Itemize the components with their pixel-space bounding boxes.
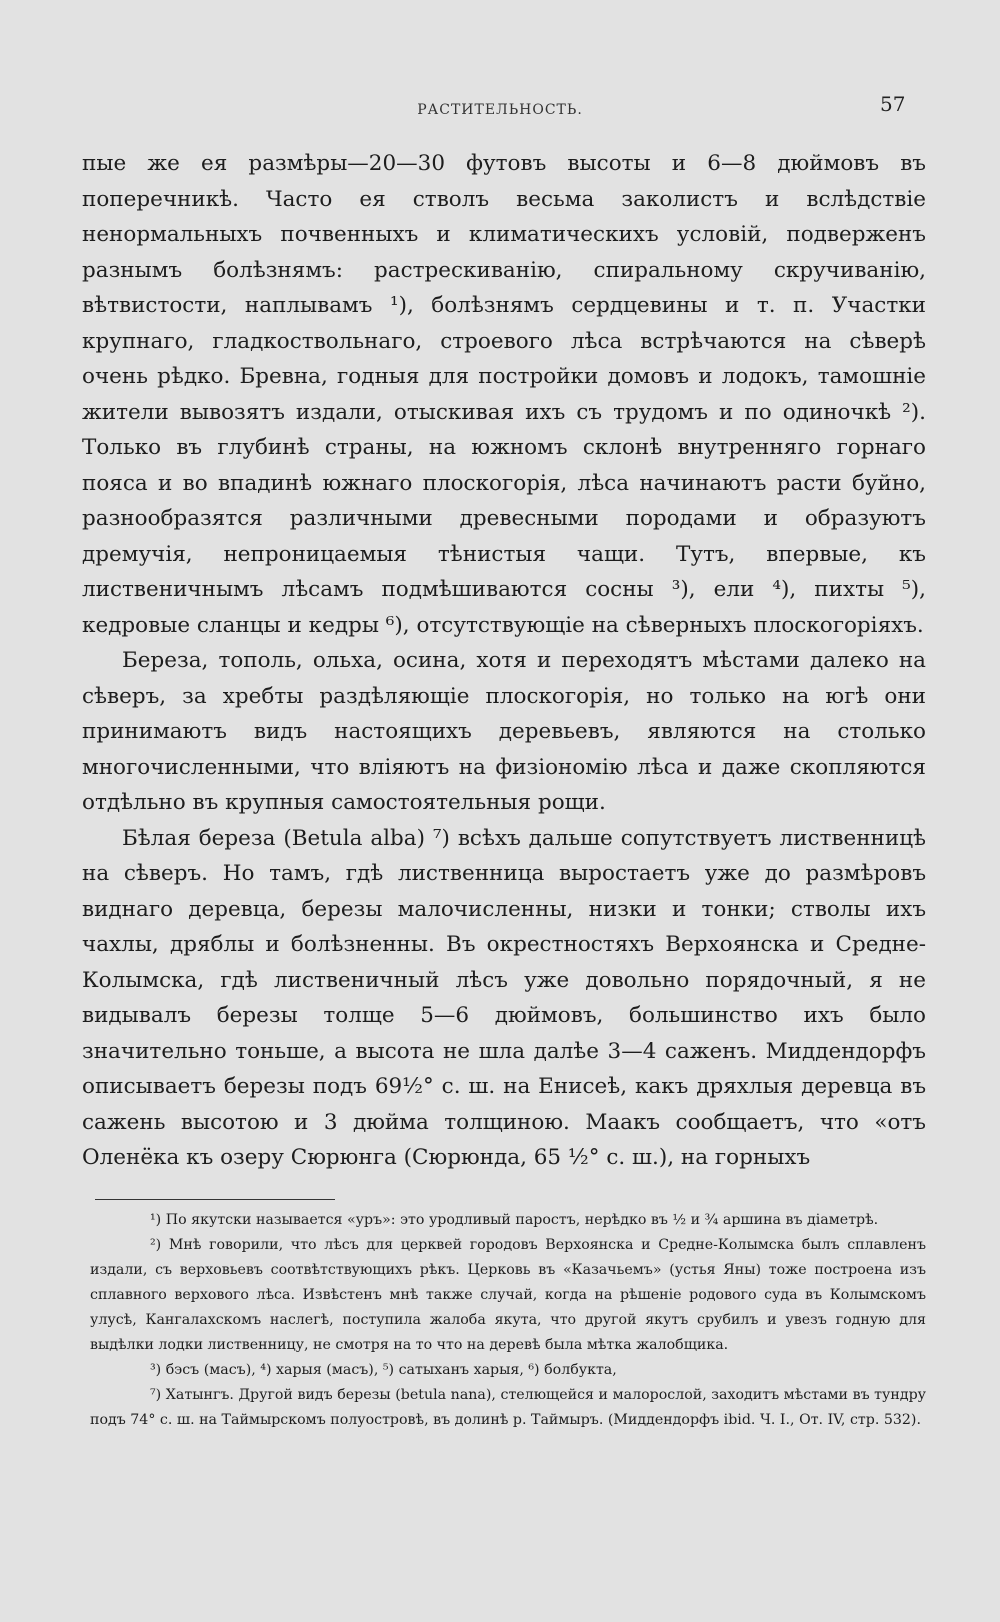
footnote: ³) бэсъ (масъ), ⁴) харыя (масъ), ⁵) сатыханъ харыя, ⁶) болбукта, bbox=[150, 1362, 617, 1378]
footnote: ²) Мнѣ говорили, что лѣсъ для церквей городовъ Верхоянска и Средне-Колымска былъ сплавленъ издали, съ верховьевъ соотвѣтствующихъ рѣкъ. Церковь въ «Казачьемъ» (устья Яны) тоже построена изъ сплавного верхового лѣса. Извѣстенъ мнѣ также случай, когда на рѣшеніе родового суда въ Колымскомъ улусѣ, Кангалахскомъ наслегѣ, поступила жалоба якута, что другой якутъ срубилъ и увезъ годную для выдѣлки лодки лиственницу, не смотря на то что на деревѣ была мѣтка жалобщика. bbox=[90, 1237, 926, 1353]
footnote-divider bbox=[95, 1199, 335, 1200]
footnotes bbox=[90, 1208, 926, 1433]
running-head: РАСТИТЕЛЬНОСТЬ. bbox=[417, 102, 583, 118]
footnote: ⁷) Хатынгъ. Другой видъ березы (betula nana), стелющейся и малорослой, заходитъ мѣстами въ тундру подъ 74° с. ш. на Таймырскомъ полуостровѣ, въ долинѣ р. Таймыръ. (Миддендорфъ ibid. Ч. I., От. IV, стр. 532). bbox=[90, 1387, 926, 1428]
footnote: ¹) По якутски называется «уръ»: это уродливый паростъ, нерѣдко въ ½ и ¾ аршина въ діаметрѣ. bbox=[150, 1212, 879, 1228]
main-text bbox=[82, 146, 926, 1176]
paragraph: Бѣлая береза (Betula alba) ⁷) всѣхъ дальше сопутствуетъ лиственницѣ на сѣверъ. Но тамъ, гдѣ лиственница выростаетъ уже до размѣровъ виднаго деревца, березы малочисленны, низки и тонки; стволы ихъ чахлы, дряблы и болѣзненны. Въ окрестностяхъ Верхоянска и Средне-Колымска, гдѣ лиственичный лѣсъ уже довольно порядочный, я не видывалъ березы толще 5—6 дюймовъ, большинство ихъ было значительно тоньше, а высота не шла далѣе 3—4 саженъ. Миддендорфъ описываетъ березы подъ 69½° с. ш. на Енисеѣ, какъ дряхлыя деревца въ сажень высотою и 3 дюйма толщиною. Маакъ сообщаетъ, что «отъ Оленёка къ озеру Сюрюнга (Сюрюнда, 65 ½° с. ш.), на горныхъ bbox=[82, 825, 926, 1170]
paragraph: Береза, тополь, ольха, осина, хотя и переходятъ мѣстами далеко на сѣверъ, за хребты раздѣляющіе плоскогорія, но только на югѣ они принимаютъ видъ настоящихъ деревьевъ, являются на столько многочисленными, что вліяютъ на физіономію лѣса и даже скопляются отдѣльно въ крупныя самостоятельныя рощи. bbox=[82, 648, 926, 815]
paragraph: пые же ея размѣры—20—30 футовъ высоты и 6—8 дюймовъ въ поперечникѣ. Часто ея стволъ весьма заколистъ и вслѣдствіе ненормальныхъ почвенныхъ и климатическихъ условій, подверженъ разнымъ болѣзнямъ: растрескиванію, спиральному скручиванію, вѣтвистости, наплывамъ ¹), болѣзнямъ сердцевины и т. п. Участки крупнаго, гладкоствольнаго, строевого лѣса встрѣчаются на сѣверѣ очень рѣдко. Бревна, годныя для постройки домовъ и лодокъ, тамошніе жители вывозятъ издали, отыскивая ихъ съ трудомъ и по одиночкѣ ²). Только въ глубинѣ страны, на южномъ склонѣ внутренняго горнаго пояса и во впадинѣ южнаго плоскогорія, лѣса начинаютъ расти буйно, разнообразятся различными древесными породами и образуютъ дремучія, непроницаемыя тѣнистыя чащи. Тутъ, впервые, къ лиственичнымъ лѣсамъ подмѣшиваются сосны ³), ели ⁴), пихты ⁵), кедровые сланцы и кедры ⁶), отсутствующіе на сѣверныхъ плоскогоріяхъ. bbox=[82, 151, 926, 638]
page-number: 57 bbox=[880, 92, 906, 116]
